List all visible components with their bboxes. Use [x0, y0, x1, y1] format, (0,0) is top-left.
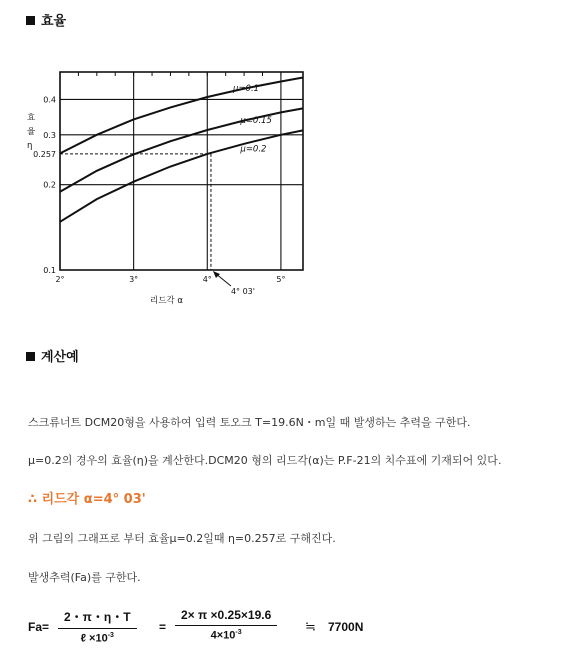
x-tick-label: 5°: [276, 275, 286, 284]
fraction-numerator: 2× π ×0.25×19.6: [181, 608, 272, 622]
x-axis-label: 리드각 α: [150, 296, 183, 306]
arrow-head-icon: [213, 271, 220, 278]
x-tick-label: 2°: [55, 275, 65, 284]
efficiency-chart: [25, 60, 315, 320]
efficiency-title: 효율: [41, 14, 67, 29]
paragraph-graph-result: 위 그림의 그래프로 부터 효율μ=0.2일때 η=0.257로 구해진다.: [28, 532, 336, 545]
calc-heading: [26, 346, 79, 365]
paragraph-torque: 스크류너트 DCM20형을 사용하여 입력 토오크 T=19.6N・m일 때 발생하는 추력을 구한다.: [28, 416, 471, 429]
paragraph-efficiency-calc: μ=0.2의 경우의 효율(η)을 계산한다.DCM20 형의 리드각(α)는 P.F-21의 치수표에 기재되어 있다.: [28, 454, 502, 467]
x-tick-label: 3°: [129, 275, 139, 284]
square-bullet-icon: [26, 352, 35, 361]
y-tick-label: 0.1: [43, 266, 56, 275]
fraction-symbolic: [58, 608, 137, 645]
series-label: μ=0.2: [240, 144, 267, 155]
y-tick-label: 0.2: [43, 180, 56, 190]
square-bullet-icon: [26, 16, 35, 25]
series-label: μ=0.1: [233, 84, 260, 95]
x-tick-label: 4°: [202, 275, 212, 284]
equals-sign: =: [159, 620, 167, 634]
y-tick-label: 0.257: [33, 149, 56, 159]
formula-result: 7700N: [328, 620, 364, 634]
thrust-formula: [28, 608, 388, 652]
series-line: [60, 130, 303, 221]
series-label: μ=0.15: [240, 116, 272, 127]
y-axis-label: 효: [27, 113, 36, 123]
formula-lhs: Fa=: [28, 620, 50, 634]
fraction-numerator: 2・π・η・T: [64, 610, 131, 624]
fraction-denominator: $4\times 10^{-3}$: [210, 629, 242, 642]
approx-sign: ≒: [305, 619, 316, 634]
y-tick-label: 0.4: [43, 95, 56, 105]
paragraph-thrust: 발생추력(Fa)를 구한다.: [28, 571, 141, 584]
lead-angle-result: ∴ 리드각 α=4° 03': [28, 492, 146, 507]
y-axis-label: 율: [27, 127, 36, 137]
efficiency-heading: [26, 10, 66, 29]
calc-title: 계산예: [41, 350, 79, 365]
y-tick-label: 0.3: [43, 130, 56, 140]
fraction-numeric: [175, 608, 277, 642]
annotation-label: 4° 03': [230, 287, 255, 296]
fraction-denominator: ℓ $\times 10^{-3}$: [80, 632, 114, 645]
y-axis-label: η: [27, 141, 33, 151]
